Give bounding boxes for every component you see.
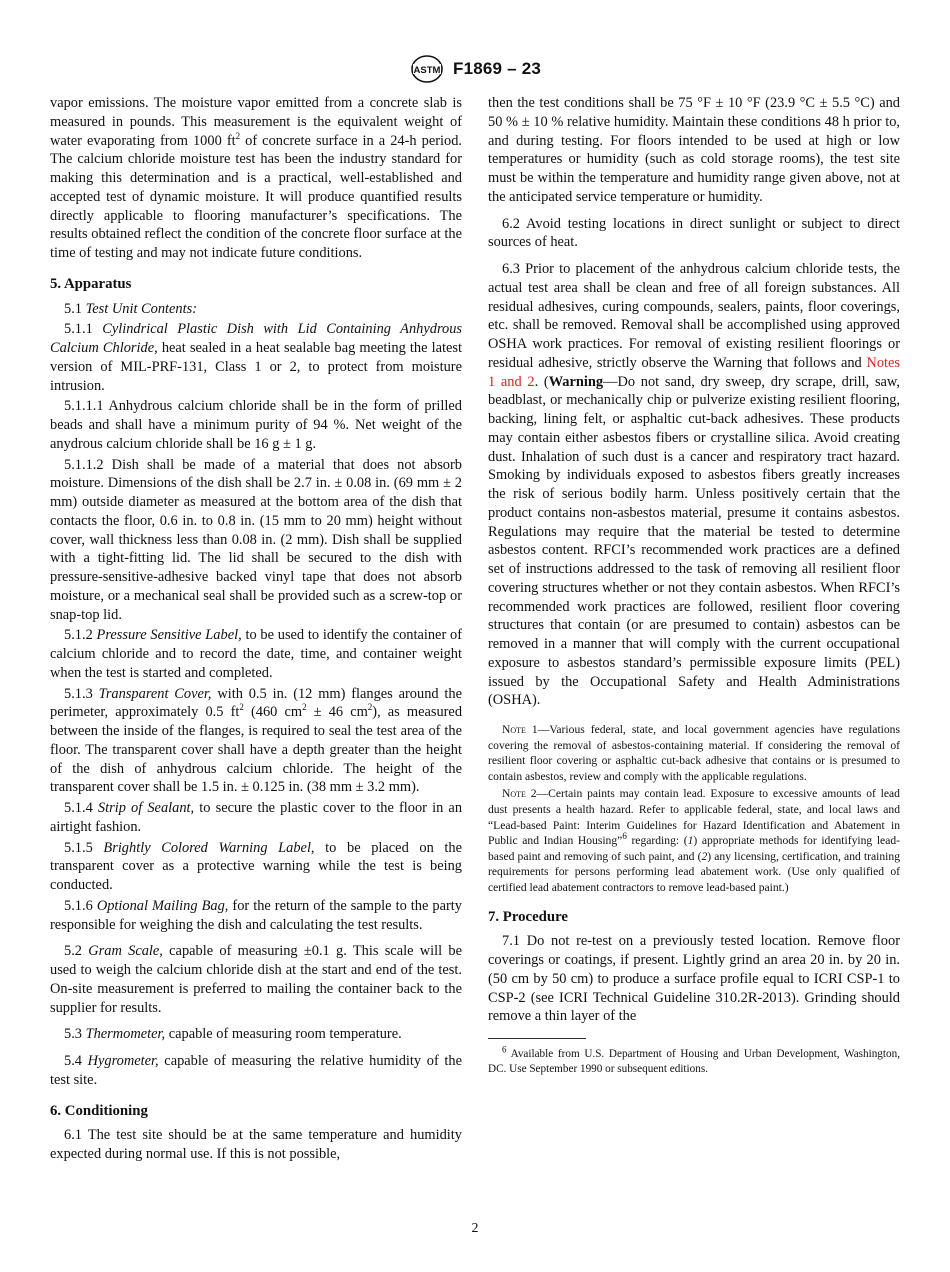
section-6-heading: 6. Conditioning: [50, 1102, 148, 1119]
left-column: [50, 94, 462, 1166]
svg-text:ASTM: ASTM: [413, 65, 441, 76]
paragraph-5-1-4: 5.1.4 Strip of Sealant, to secure the plastic cover to the floor in an airtight fashion.: [50, 800, 463, 835]
paragraph-5-3: 5.3 Thermometer, capable of measuring room temperature.: [64, 1026, 402, 1043]
paragraph-5-1-1-1: 5.1.1.1 Anhydrous calcium chloride shall be in the form of prilled beads and shall have a minimum purity of 94 %. Net weight of the anydrous calcium chloride shall be 16 g ± 1 g.: [50, 398, 462, 452]
notes-1-and-2-link[interactable]: Notes 1 and 2: [488, 354, 900, 390]
note-2: Note 2—Certain paints may contain lead. Exposure to excessive amounts of lead dust presents a health hazard. Refer to applicable federal, state, and local laws and “Lead-based Paint: Interim Guidelines for Hazard Identification and Abatement in Public and Indian Housing”$^6$ regarding: (1) appropriate methods for identifying lead-based paint and removing of such paint, and (2) any licensing, certification, and training requirements for persons performing lead abatement work. (Use only qualified of certified lead abatement contractors to remove lead-based paint.): [488, 787, 901, 894]
paragraph-6-1: 6.1 The test site should be at the same temperature and humidity expected during normal use. If this is not possible,: [50, 1127, 462, 1162]
paragraph-5-1-3: 5.1.3 Transparent Cover, with 0.5 in. (12 mm) flanges around the perimeter, approximately 0.5 $ft^2$ (460 $cm^2 \pm 46$ $cm^2$), as measured between the inside of the flanges, is required to seal the test area of the floor. The transparent cover shall have a depth greater than the height of the dish of anhydrous calcium chloride. The height of the transparent cover shall be 1.5 in. ± 0.125 in. (38 mm ± 3.2 mm).: [50, 685, 463, 796]
right-column: [488, 94, 900, 1077]
paragraph-5-1-1: 5.1.1 Cylindrical Plastic Dish with Lid Containing Anhydrous Calcium Chloride, heat sealed in a heat sealable bag meeting the latest version of MIL-PRF-131, Class 1 or 2, to protect from moisture intrusion.: [50, 321, 463, 394]
note-1: Note 1—Various federal, state, and local government agencies have regulations covering the removal of asbestos-containing material. If considering the removal of resilient floor covering or asphaltic cut-back adhesive that contains or is presumed to contain asbestos, review and comply with the applicable regulations.: [488, 723, 900, 783]
astm-logo-icon: [409, 54, 445, 84]
paragraph-5-1-6: 5.1.6 Optional Mailing Bag, for the return of the sample to the party responsible for weighing the dish and calculating the test results.: [50, 897, 462, 933]
paragraph-5-1: 5.1 Test Unit Contents:: [64, 300, 198, 317]
section-7-heading: 7. Procedure: [488, 908, 568, 925]
footnote-divider: [488, 1038, 586, 1039]
paragraph-5-2: 5.2 Gram Scale, capable of measuring ±0.1 g. This scale will be used to weigh the calcium chloride dish at the start and end of the test. On-site measurement is preferred to mailing the container back to the supplier for results.: [50, 943, 462, 1016]
paragraph-5-1-5: 5.1.5 Brightly Colored Warning Label, to be placed on the transparent cover as a protective warning while the test is being conducted.: [50, 839, 462, 893]
paragraph-7-1: 7.1 Do not re-test on a previously tested location. Remove floor coverings or coatings, if present. Lightly grind an area 20 in. by 20 in. (50 cm by 50 cm) to produce a surface profile equal to ICRI CSP-1 to CSP-2 (see ICRI Technical Guideline 310.2R-2013). Grinding should remove a thin layer of the: [488, 933, 900, 1025]
paragraph-6-3: 6.3 Prior to placement of the anhydrous calcium chloride tests, the actual test area shall be clean and free of all foreign substances. All residual adhesives, curing compounds, sealers, paints, floor coverings, etc. shall be removed. Removal shall be accomplished using approved OSHA work practices. For removal of existing resilient floorings or residual adhesive, strictly observe the Warning that follows and Notes 1 and 2. (Warning—Do not sand, dry sweep, dry scrape, drill, saw, beadblast, or mechanically chip or pulverize existing resilient flooring, backing, lining felt, or asphaltic cut-back adhesives. These products may contain either asbestos fibers or crystalline silica. Avoid creating dust. Inhalation of such dust is a cancer and respiratory tract hazard. Smoking by individuals exposed to asbestos fibers greatly increases the risk of serious bodily harm. Unless positively certain that the product contains non-asbestos material, presume it contains asbestos. Regulations may require that the material be tested to determine asbestos content. RFCI’s recommended work practices are a defined set of instructions addressed to the task of removing all resilient floor covering structures whether or not they contain asbestos. When RFCI’s recommended work practices are followed, resilient floor covering structures that contain (or are presumed to contain) asbestos can be removed in a manner that will comply with the current occupational exposure to asbestos standard’s permissible exposure limits (PEL) issued by the Occupational Safety and Health Administrations (OSHA).: [488, 261, 900, 709]
page-header: [0, 52, 950, 86]
standard-designation: F1869 – 23: [452, 59, 541, 78]
paragraph-6-2: 6.2 Avoid testing locations in direct sunlight or subject to direct sources of heat.: [488, 215, 900, 251]
intro-paragraph: vapor emissions. The moisture vapor emitted from a concrete slab is measured in pounds. This measurement is the equivalent weight of water evaporating from 1000 $ft^2$ of concrete surface in a 24-h period. The calcium chloride moisture test has been the industry standard for making this determination and is a practical, well-established and accepted test of dynamic moisture. It will produce quantified results directly applicable to flooring manufacturer’s specifications. The results obtained reflect the condition of the concrete floor surface at the time of testing and may not indicate future conditions.: [50, 95, 462, 261]
paragraph-5-1-2: 5.1.2 Pressure Sensitive Label, to be used to identify the container of calcium chloride and to record the date, time, and container weight when the test is started and completed.: [50, 627, 462, 681]
paragraph-6-1-continued: then the test conditions shall be 75 °F ± 10 °F (23.9 °C ± 5.5 °C) and 50 % ± 10 % relative humidity. Maintain these conditions 48 h prior to, and during testing. For floors intended to be used at high or low temperatures or humidity (such as cold storage rooms), the test site must be within the temperature and humidity range given above, not at the anticipated service temperature or humidity.: [488, 95, 900, 205]
page-number: 2: [471, 1221, 479, 1236]
section-5-heading: 5. Apparatus: [50, 275, 132, 292]
footnote-6: $^6$ Available from U.S. Department of Housing and Urban Development, Washington, DC. Use September 1990 or subsequent editions.: [488, 1044, 900, 1076]
paragraph-5-4: 5.4 Hygrometer, capable of measuring the relative humidity of the test site.: [50, 1053, 462, 1088]
paragraph-5-1-1-2: 5.1.1.2 Dish shall be made of a material that does not absorb moisture. Dimensions of the dish shall be 2.7 in. ± 0.08 in. (69 mm ± 2 mm) outside diameter as measured at the bottom area of the dish that contacts the floor, 0.6 in. to 0.8 in. (15 mm to 20 mm) height without cover, wall thickness less than 0.08 in. (2 mm). Dish shall be supplied with a tight-fitting lid. The lid shall be secured to the dish with pressure-sensitive-adhesive backed vinyl tape that does not absorb moisture, or a mechanical seal shall be provided such as a screw-top or snap-top lid.: [50, 456, 462, 623]
